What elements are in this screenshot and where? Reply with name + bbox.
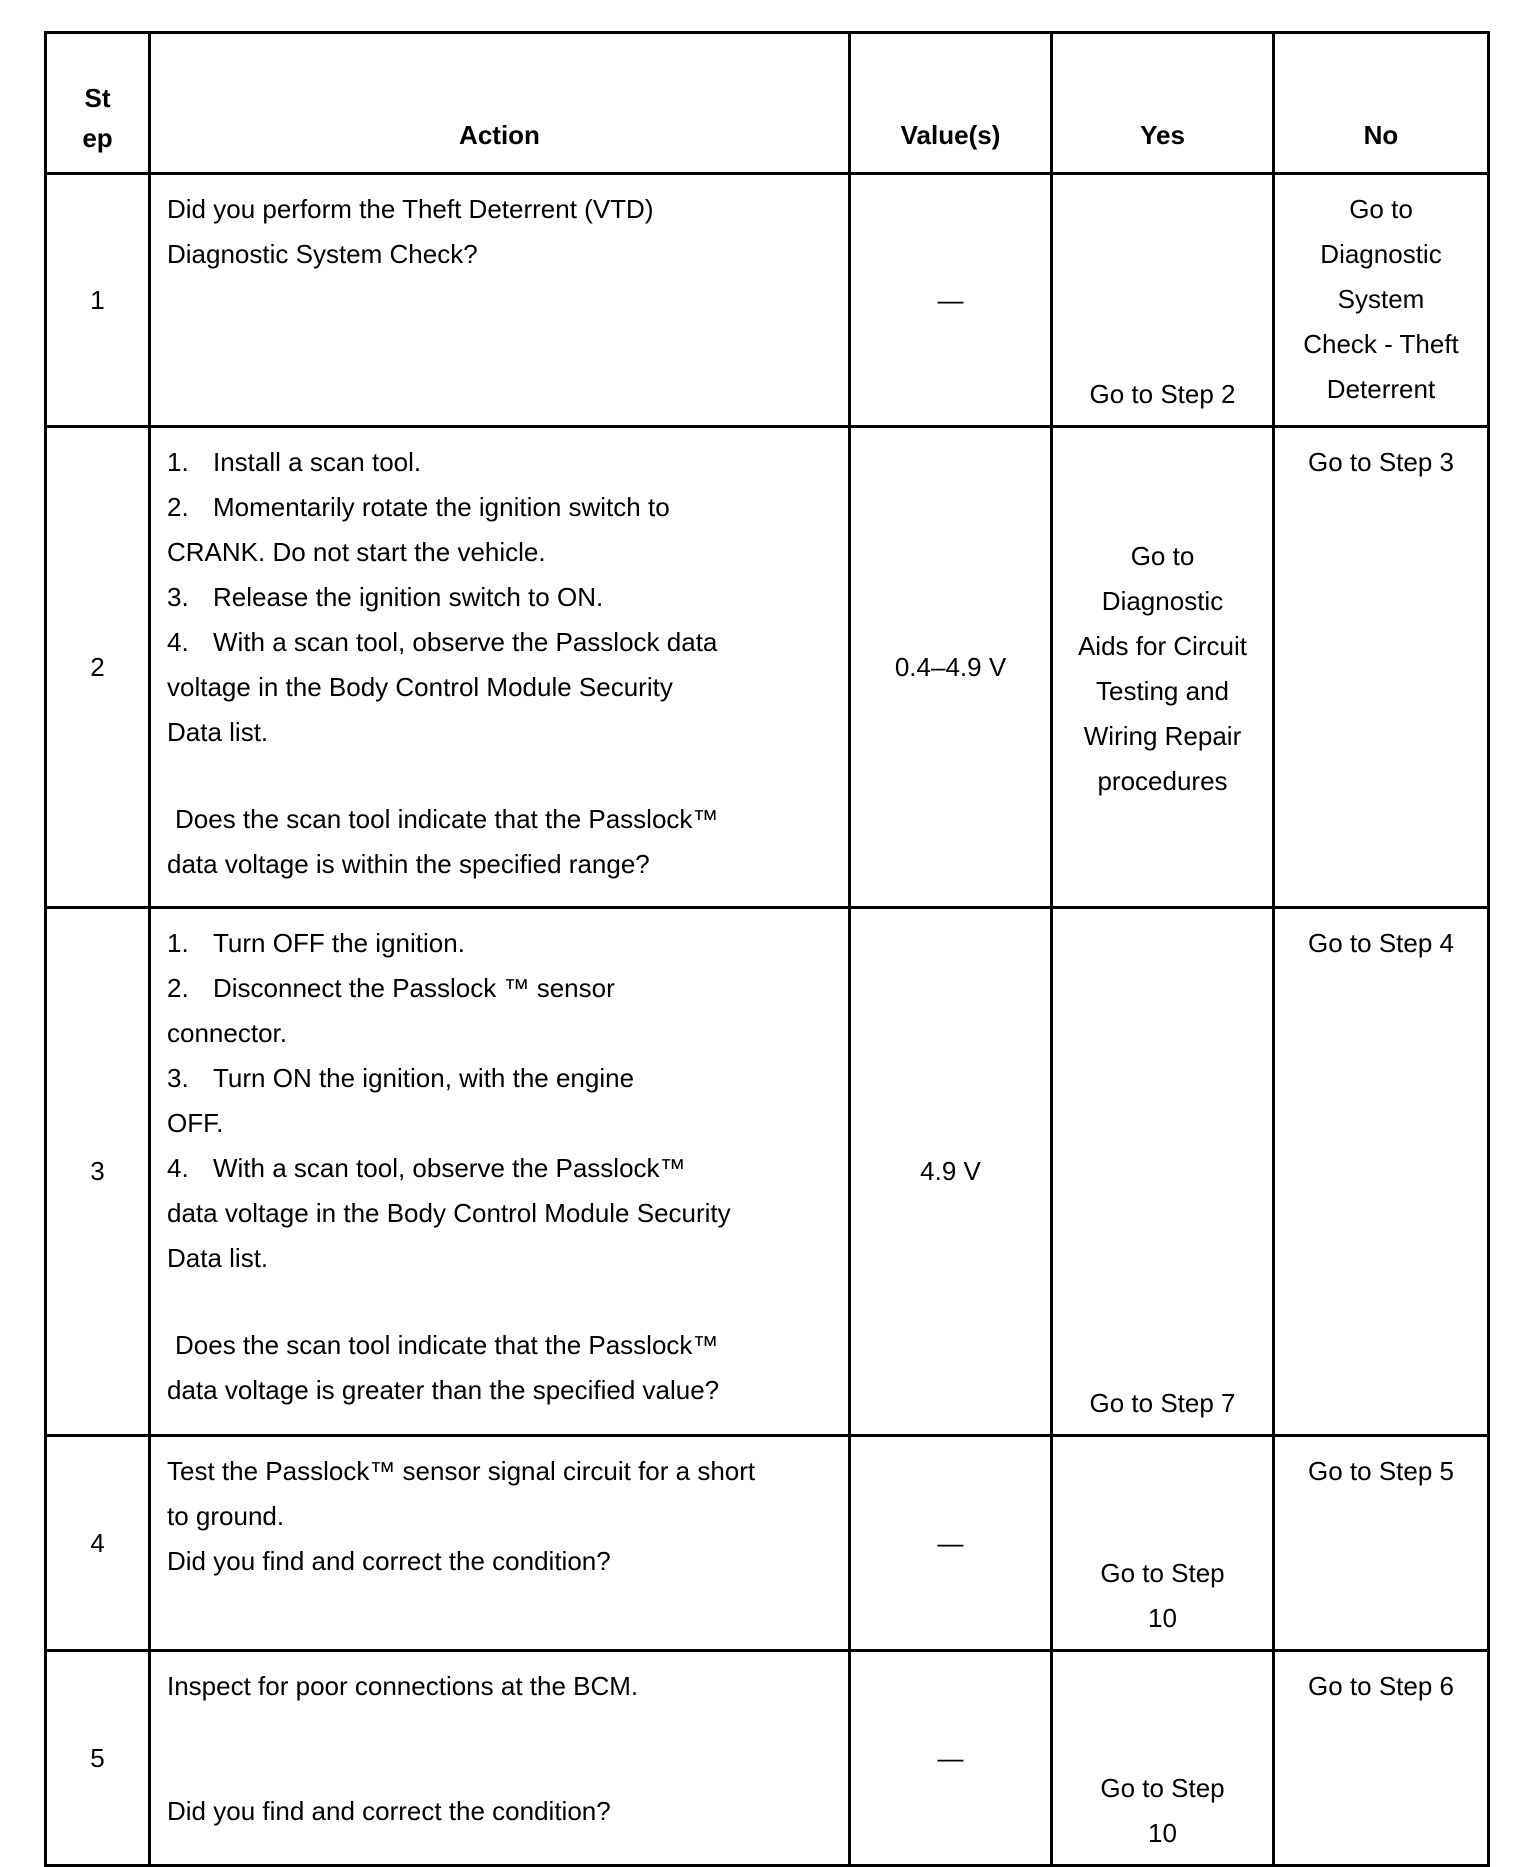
table-row xyxy=(46,1651,1489,1866)
step-number: 3 xyxy=(46,908,150,1436)
action-line: Test the Passlock™ sensor signal circuit for a short xyxy=(167,1456,756,1486)
no-line: Go to xyxy=(1349,194,1413,224)
no-line: Diagnostic xyxy=(1320,239,1442,269)
item-text: CRANK. Do not start the vehicle. xyxy=(167,537,546,567)
yes-line: Wiring Repair xyxy=(1083,721,1242,751)
item-number: 1. xyxy=(167,447,189,477)
yes-line: Go to xyxy=(1130,541,1195,571)
action-line: Inspect for poor connections at the BCM. xyxy=(167,1671,639,1701)
item-text: OFF. xyxy=(167,1108,224,1138)
no-text: Go to Step 6 xyxy=(1308,1671,1454,1701)
value-cell: — xyxy=(850,1651,1052,1866)
item-text: Momentarily rotate the ignition switch to xyxy=(213,492,670,522)
yes-line: 10 xyxy=(1148,1818,1177,1848)
no-cell xyxy=(1274,427,1489,908)
no-cell xyxy=(1274,1436,1489,1651)
value-cell: 4.9 V xyxy=(850,908,1052,1436)
item-text: Data list. xyxy=(167,1243,269,1273)
item-number: 4. xyxy=(167,627,189,657)
item-text: Install a scan tool. xyxy=(213,447,422,477)
table-row xyxy=(46,1436,1489,1651)
no-text: Go to Step 3 xyxy=(1308,447,1454,477)
yes-line: Go to Step xyxy=(1100,1773,1225,1803)
item-text: Disconnect the Passlock ™ sensor xyxy=(213,973,615,1003)
table-row xyxy=(46,174,1489,427)
diagnostic-table xyxy=(44,31,1490,1867)
no-cell xyxy=(1274,174,1489,427)
item-number: 1. xyxy=(167,928,189,958)
question-line: Does the scan tool indicate that the Passlock™ xyxy=(175,1330,719,1360)
no-cell xyxy=(1274,1651,1489,1866)
no-line: Deterrent xyxy=(1326,374,1436,404)
item-number: 3. xyxy=(167,1063,189,1093)
yes-cell xyxy=(1052,1436,1274,1651)
yes-line: procedures xyxy=(1097,766,1228,796)
yes-cell xyxy=(1052,174,1274,427)
header-row xyxy=(46,33,1489,174)
header-action: Action xyxy=(150,33,850,174)
action-cell xyxy=(150,1651,850,1866)
yes-line: Go to Step xyxy=(1100,1558,1225,1588)
header-values: Value(s) xyxy=(850,33,1052,174)
item-text: Data list. xyxy=(167,717,269,747)
yes-text: Go to Step 7 xyxy=(1089,1388,1236,1418)
question-line: Did you find and correct the condition? xyxy=(167,1796,611,1826)
no-text: Go to Step 5 xyxy=(1308,1456,1454,1486)
item-text: data voltage in the Body Control Module Security xyxy=(167,1198,731,1228)
action-line: Did you perform the Theft Deterrent (VTD) xyxy=(167,194,654,224)
no-text: Go to Step 4 xyxy=(1308,928,1454,958)
action-line: Diagnostic System Check? xyxy=(167,239,478,269)
header-no: No xyxy=(1274,33,1489,174)
question-line: Does the scan tool indicate that the Passlock™ xyxy=(175,804,719,834)
item-text: Turn OFF the ignition. xyxy=(213,928,465,958)
item-text: voltage in the Body Control Module Security xyxy=(167,672,673,702)
item-number: 3. xyxy=(167,582,189,612)
yes-cell xyxy=(1052,908,1274,1436)
header-step-line2: ep xyxy=(82,123,113,153)
item-text: Turn ON the ignition, with the engine xyxy=(213,1063,635,1093)
header-yes: Yes xyxy=(1052,33,1274,174)
yes-cell xyxy=(1052,427,1274,908)
value-cell: — xyxy=(850,174,1052,427)
action-cell xyxy=(150,174,850,427)
no-line: Check - Theft xyxy=(1303,329,1459,359)
item-text: With a scan tool, observe the Passlock™ xyxy=(213,1153,686,1183)
action-line: to ground. xyxy=(167,1501,285,1531)
header-step xyxy=(46,33,150,174)
action-cell xyxy=(150,427,850,908)
item-text: Release the ignition switch to ON. xyxy=(213,582,604,612)
item-number: 2. xyxy=(167,973,189,1003)
value-cell: — xyxy=(850,1436,1052,1651)
no-line: System xyxy=(1337,284,1425,314)
step-number: 4 xyxy=(46,1436,150,1651)
question-line: data voltage is greater than the specified value? xyxy=(167,1375,720,1405)
item-number: 4. xyxy=(167,1153,189,1183)
question-line: data voltage is within the specified range? xyxy=(167,849,650,879)
yes-line: 10 xyxy=(1148,1603,1177,1633)
yes-text: Go to Step 2 xyxy=(1089,379,1236,409)
step-number: 5 xyxy=(46,1651,150,1866)
action-line: Did you find and correct the condition? xyxy=(167,1546,611,1576)
step-number: 1 xyxy=(46,174,150,427)
header-step-line1: St xyxy=(84,83,111,113)
yes-cell xyxy=(1052,1651,1274,1866)
step-number: 2 xyxy=(46,427,150,908)
action-cell xyxy=(150,1436,850,1651)
item-number: 2. xyxy=(167,492,189,522)
item-text: connector. xyxy=(167,1018,287,1048)
no-cell xyxy=(1274,908,1489,1436)
action-cell xyxy=(150,908,850,1436)
table-row xyxy=(46,427,1489,908)
yes-line: Testing and xyxy=(1096,676,1229,706)
yes-line: Diagnostic xyxy=(1101,586,1224,616)
value-cell: 0.4–4.9 V xyxy=(850,427,1052,908)
yes-line: Aids for Circuit xyxy=(1077,631,1248,661)
table-row xyxy=(46,908,1489,1436)
item-text: With a scan tool, observe the Passlock data xyxy=(213,627,718,657)
